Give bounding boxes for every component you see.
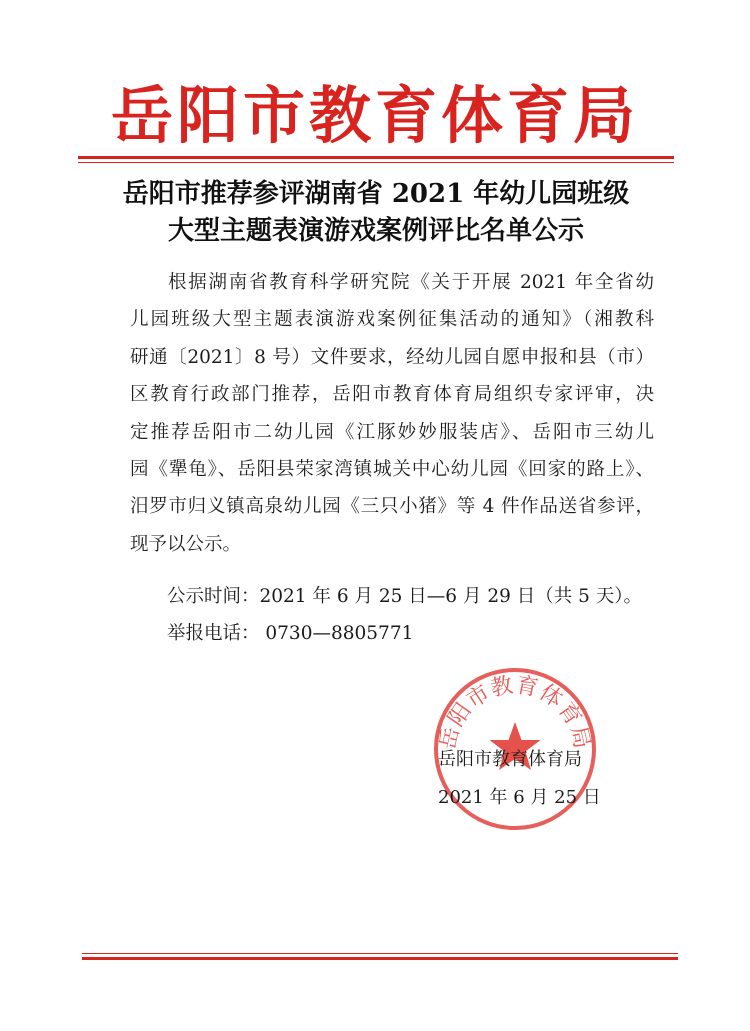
footer-divider-thin [82, 953, 678, 954]
document-title [80, 176, 672, 250]
body-line: 园《犟龟》、岳阳县荣家湾镇城关中心幼儿园《回家的路上》、 [130, 459, 654, 481]
body-line: 定推荐岳阳市二幼儿园《江豚妙妙服装店》、岳阳市三幼儿 [130, 421, 654, 443]
body-line: 汨罗市归义镇高泉幼儿园《三只小猪》等 4 件作品送省参评， [130, 496, 654, 518]
issue-date: 2021 年 6 月 25 日 [438, 787, 601, 808]
body-line: 儿园班级大型主题表演游戏案例征集活动的通知》（湘教科 [130, 309, 654, 331]
body-line: 现予以公示。 [130, 533, 242, 555]
notice-period: 公示时间：2021 年 6 月 25 日—6 月 29 日（共 5 天）。 [167, 586, 643, 607]
document-title-line-1: 岳阳市推荐参评湖南省 2021 年幼儿园班级 [122, 179, 630, 209]
body-line: 区教育行政部门推荐，岳阳市教育体育局组织专家评审，决 [130, 384, 654, 406]
seal-text-path: 岳阳市教育体育局 [435, 672, 595, 752]
notice-block [167, 578, 642, 652]
body-line: 根据湖南省教育科学研究院《关于开展 2021 年全省幼 [168, 272, 654, 293]
report-phone: 举报电话： 0730—8805771 [167, 623, 414, 644]
document-body [130, 264, 654, 563]
org-header-title: 岳阳市教育体育局 [110, 79, 639, 152]
header-divider-thin [78, 162, 674, 163]
header-divider-thick [78, 156, 674, 159]
issuer-name: 岳阳市教育体育局 [438, 749, 582, 770]
document-title-line-2: 大型主题表演游戏案例评比名单公示 [167, 216, 584, 246]
body-line: 研通〔2021〕8 号）文件要求，经幼儿园自愿申报和县（市） [130, 346, 654, 368]
footer-divider-thick [82, 957, 678, 960]
